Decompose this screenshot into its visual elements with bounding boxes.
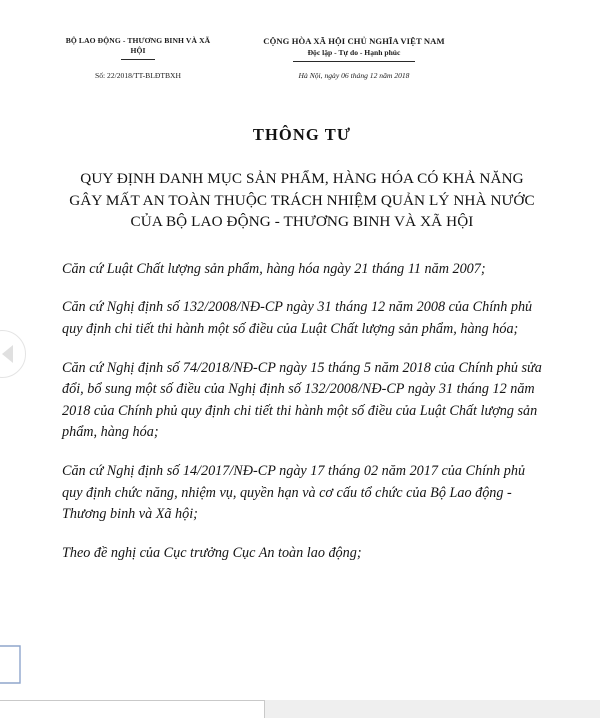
letterhead [62,36,542,62]
issuing-organization: BỘ LAO ĐỘNG - THƯƠNG BINH VÀ XÃ HỘI [65,36,211,56]
speech-bubble-icon [0,645,38,697]
motto-underline [293,61,415,62]
letterhead-right [224,36,484,62]
viewer-left-panel [0,700,265,718]
letterhead-left [62,36,214,60]
body-paragraph: Căn cứ Nghị định số 74/2018/NĐ-CP ngày 15 tháng 5 năm 2018 của Chính phủ sửa đổi, bổ sung một số điều của Nghị định số 132/2008/NĐ-CP ngày 31 tháng 12 năm 2018 của Chính phủ quy định chi tiết thi hành một số điều của Luật Chất lượng sản phẩm, hàng hóa; [62,359,542,441]
body-paragraph: Căn cứ Luật Chất lượng sản phẩm, hàng hóa ngày 21 tháng 11 năm 2007; [62,260,486,277]
page-content [62,36,542,564]
national-motto: Độc lập - Tự do - Hạnh phúc [307,48,401,58]
body-paragraph: Căn cứ Nghị định số 14/2017/NĐ-CP ngày 17 tháng 02 năm 2017 của Chính phủ quy định chức năng, nhiệm vụ, quyền hạn và cơ cấu tổ chức của Bộ Lao động - Thương binh và Xã hội; [62,462,526,523]
document-subtitle: QUY ĐỊNH DANH MỤC SẢN PHẨM, HÀNG HÓA CÓ KHẢ NĂNG GÂY MẤT AN TOÀN THUỘC TRÁCH NHIỆM QUẢN LÝ NHÀ NƯỚC CỦA BỘ LAO ĐỘNG - THƯƠNG BINH VÀ XÃ HỘI [69,170,535,231]
document-place-date: Hà Nội, ngày 06 tháng 12 năm 2018 [298,71,410,81]
previous-page-button[interactable] [0,330,26,378]
bookmark-comment-marker[interactable] [0,645,38,697]
document-body [62,259,542,564]
body-paragraph: Căn cứ Nghị định số 132/2008/NĐ-CP ngày 31 tháng 12 năm 2008 của Chính phủ quy định chi tiết thi hành một số điều của Luật Chất lượng sản phẩm, hàng hóa; [62,299,533,338]
national-title: CỘNG HÒA XÃ HỘI CHỦ NGHĨA VIỆT NAM [263,36,445,46]
body-paragraph: Theo đề nghị của Cục trưởng Cục An toàn lao động; [62,544,362,561]
document-meta [62,71,542,80]
panel-divider [264,700,265,718]
document-title: THÔNG TƯ [252,125,352,145]
chevron-left-icon [2,345,13,363]
document-number: Số: 22/2018/TT-BLĐTBXH [95,71,181,81]
organization-underline [121,59,155,60]
